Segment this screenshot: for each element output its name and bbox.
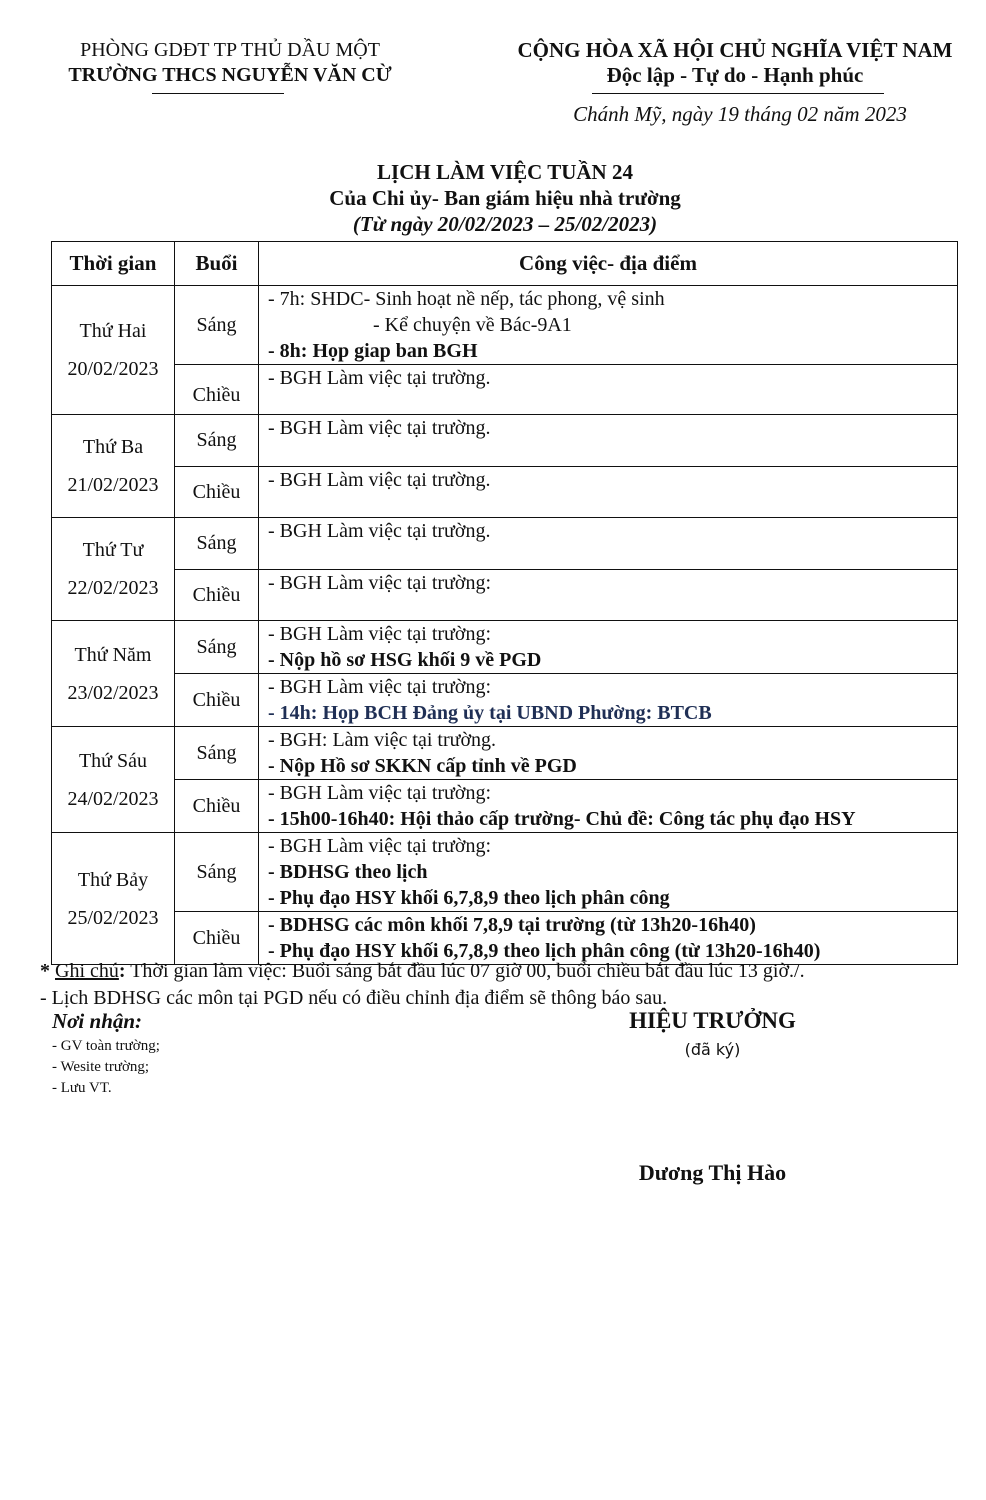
work-cell	[259, 365, 958, 415]
table-row	[52, 286, 958, 365]
session-cell: Sáng	[175, 415, 259, 467]
work-cell	[259, 467, 958, 518]
header-right	[490, 38, 980, 88]
session-cell: Chiều	[175, 780, 259, 833]
signature-title: HIỆU TRƯỞNG	[629, 1008, 796, 1033]
title-line-3: (Từ ngày 20/02/2023 – 25/02/2023)	[352, 212, 658, 236]
work-line: - BGH Làm việc tại trường.	[268, 417, 491, 439]
table-row	[52, 727, 958, 780]
day-name: Thứ Bảy	[77, 868, 149, 891]
work-cell	[259, 415, 958, 467]
department-name: PHÒNG GDĐT TP THỦ DẦU MỘT	[80, 39, 380, 61]
receivers-title: Nơi nhận:	[52, 1009, 143, 1033]
work-line: - BGH Làm việc tại trường:	[268, 623, 492, 645]
session-cell: Chiều	[175, 674, 259, 727]
day-date: 21/02/2023	[67, 474, 159, 496]
school-name: TRƯỜNG THCS NGUYỄN VĂN CỪ	[68, 64, 392, 86]
work-line: - Phụ đạo HSY khối 6,7,8,9 theo lịch phân công	[268, 887, 670, 909]
day-name: Thứ Năm	[74, 643, 152, 666]
date-line: Chánh Mỹ, ngày 19 tháng 02 năm 2023	[573, 102, 907, 126]
work-line: - BGH Làm việc tại trường.	[268, 520, 491, 542]
day-cell	[52, 415, 175, 518]
title-line-2: Của Chi ủy- Ban giám hiệu nhà trường	[329, 186, 681, 210]
table-row	[52, 780, 958, 833]
work-cell	[259, 286, 958, 365]
session-cell: Chiều	[175, 365, 259, 415]
work-line: - 15h00-16h40: Hội thảo cấp trường- Chủ đề: Công tác phụ đạo HSY	[268, 808, 856, 830]
session-cell: Sáng	[175, 833, 259, 912]
day-cell	[52, 286, 175, 415]
title-line-1: LỊCH LÀM VIỆC TUẦN 24	[377, 160, 633, 184]
work-line: - BGH Làm việc tại trường.	[268, 469, 491, 491]
work-cell	[259, 518, 958, 570]
table-header-row	[52, 242, 958, 286]
work-line: - Nộp hồ sơ HSG khối 9 về PGD	[268, 649, 542, 671]
work-line: - BGH Làm việc tại trường:	[268, 676, 492, 698]
day-date: 25/02/2023	[67, 906, 159, 929]
day-date: 24/02/2023	[67, 787, 159, 810]
day-name: Thứ Tư	[82, 539, 144, 561]
day-cell	[52, 727, 175, 833]
work-line: - Kể chuyện về Bác-9A1	[373, 314, 572, 336]
work-line: - Nộp Hồ sơ SKKN cấp tỉnh về PGD	[268, 755, 577, 777]
table-row	[52, 621, 958, 674]
work-line: - BGH Làm việc tại trường:	[268, 572, 492, 594]
work-line: - BGH Làm việc tại trường:	[268, 782, 492, 804]
work-line: - BGH Làm việc tại trường.	[268, 367, 491, 389]
table-row	[52, 467, 958, 518]
day-date: 22/02/2023	[67, 577, 159, 599]
work-cell	[259, 570, 958, 621]
day-date: 20/02/2023	[67, 358, 159, 380]
work-cell	[259, 674, 958, 727]
session-cell: Sáng	[175, 286, 259, 365]
notes	[40, 958, 980, 1012]
session-cell: Sáng	[175, 727, 259, 780]
signer-name: Dương Thị Hào	[638, 1160, 787, 1185]
day-name: Thứ Ba	[82, 436, 144, 458]
day-name: Thứ Hai	[79, 320, 147, 342]
work-cell	[259, 780, 958, 833]
work-line: - BDHSG theo lịch	[268, 861, 428, 883]
session-cell: Sáng	[175, 518, 259, 570]
motto: Độc lập - Tự do - Hạnh phúc	[606, 63, 864, 87]
signature-note: (đã ký)	[684, 1040, 741, 1059]
work-cell	[259, 727, 958, 780]
session-cell: Sáng	[175, 621, 259, 674]
table-row	[52, 415, 958, 467]
header-time: Thời gian	[52, 242, 175, 286]
table-row	[52, 518, 958, 570]
work-line: - 7h: SHDC- Sinh hoạt nề nếp, tác phong, vệ sinh	[268, 288, 665, 310]
day-name: Thứ Sáu	[78, 749, 148, 772]
school-underline	[152, 93, 284, 94]
nation-name: CỘNG HÒA XÃ HỘI CHỦ NGHĨA VIỆT NAM	[517, 38, 953, 62]
day-cell	[52, 833, 175, 965]
work-line: - 14h: Họp BCH Đảng ủy tại UBND Phường: BTCB	[268, 702, 712, 724]
note-colon: :	[118, 960, 126, 982]
table-row	[52, 570, 958, 621]
day-date: 23/02/2023	[67, 681, 159, 704]
work-line: - BGH: Làm việc tại trường.	[268, 729, 497, 751]
session-cell: Chiều	[175, 912, 259, 965]
note-star: *	[40, 960, 50, 982]
work-cell	[259, 833, 958, 912]
work-line: - 8h: Họp giap ban BGH	[268, 340, 478, 362]
note-label: Ghi chú	[55, 960, 119, 982]
session-cell: Chiều	[175, 570, 259, 621]
header-left	[30, 38, 430, 88]
table-row	[52, 833, 958, 912]
table-row	[52, 674, 958, 727]
note-line-1	[40, 958, 980, 985]
work-cell	[259, 621, 958, 674]
table-row	[52, 912, 958, 965]
receivers-list	[52, 1036, 160, 1099]
list-item: - GV toàn trường;	[52, 1038, 160, 1054]
list-item: - Wesite trường;	[52, 1059, 150, 1075]
note-text: Thời gian làm việc: Buổi sáng bắt đầu lúc 07 giờ 00, buổi chiều bắt đầu lúc 13 giờ./.	[125, 960, 805, 982]
document-title	[0, 159, 986, 237]
work-line: - BDHSG các môn khối 7,8,9 tại trường (từ 13h20-16h40)	[268, 914, 756, 936]
session-cell: Chiều	[175, 467, 259, 518]
header-session: Buổi	[175, 242, 259, 286]
header-work: Công việc- địa điểm	[259, 242, 958, 286]
motto-underline	[592, 93, 884, 94]
work-line: - Phụ đạo HSY khối 6,7,8,9 theo lịch phân công (từ 13h20-16h40)	[268, 940, 821, 962]
table-row	[52, 365, 958, 415]
day-cell	[52, 518, 175, 621]
work-cell	[259, 912, 958, 965]
note-line-2: - Lịch BDHSG các môn tại PGD nếu có điều chỉnh địa điểm sẽ thông báo sau.	[40, 987, 668, 1009]
day-cell	[52, 621, 175, 727]
schedule-table	[51, 241, 958, 965]
list-item: - Lưu VT.	[52, 1080, 112, 1096]
work-line: - BGH Làm việc tại trường:	[268, 835, 492, 857]
